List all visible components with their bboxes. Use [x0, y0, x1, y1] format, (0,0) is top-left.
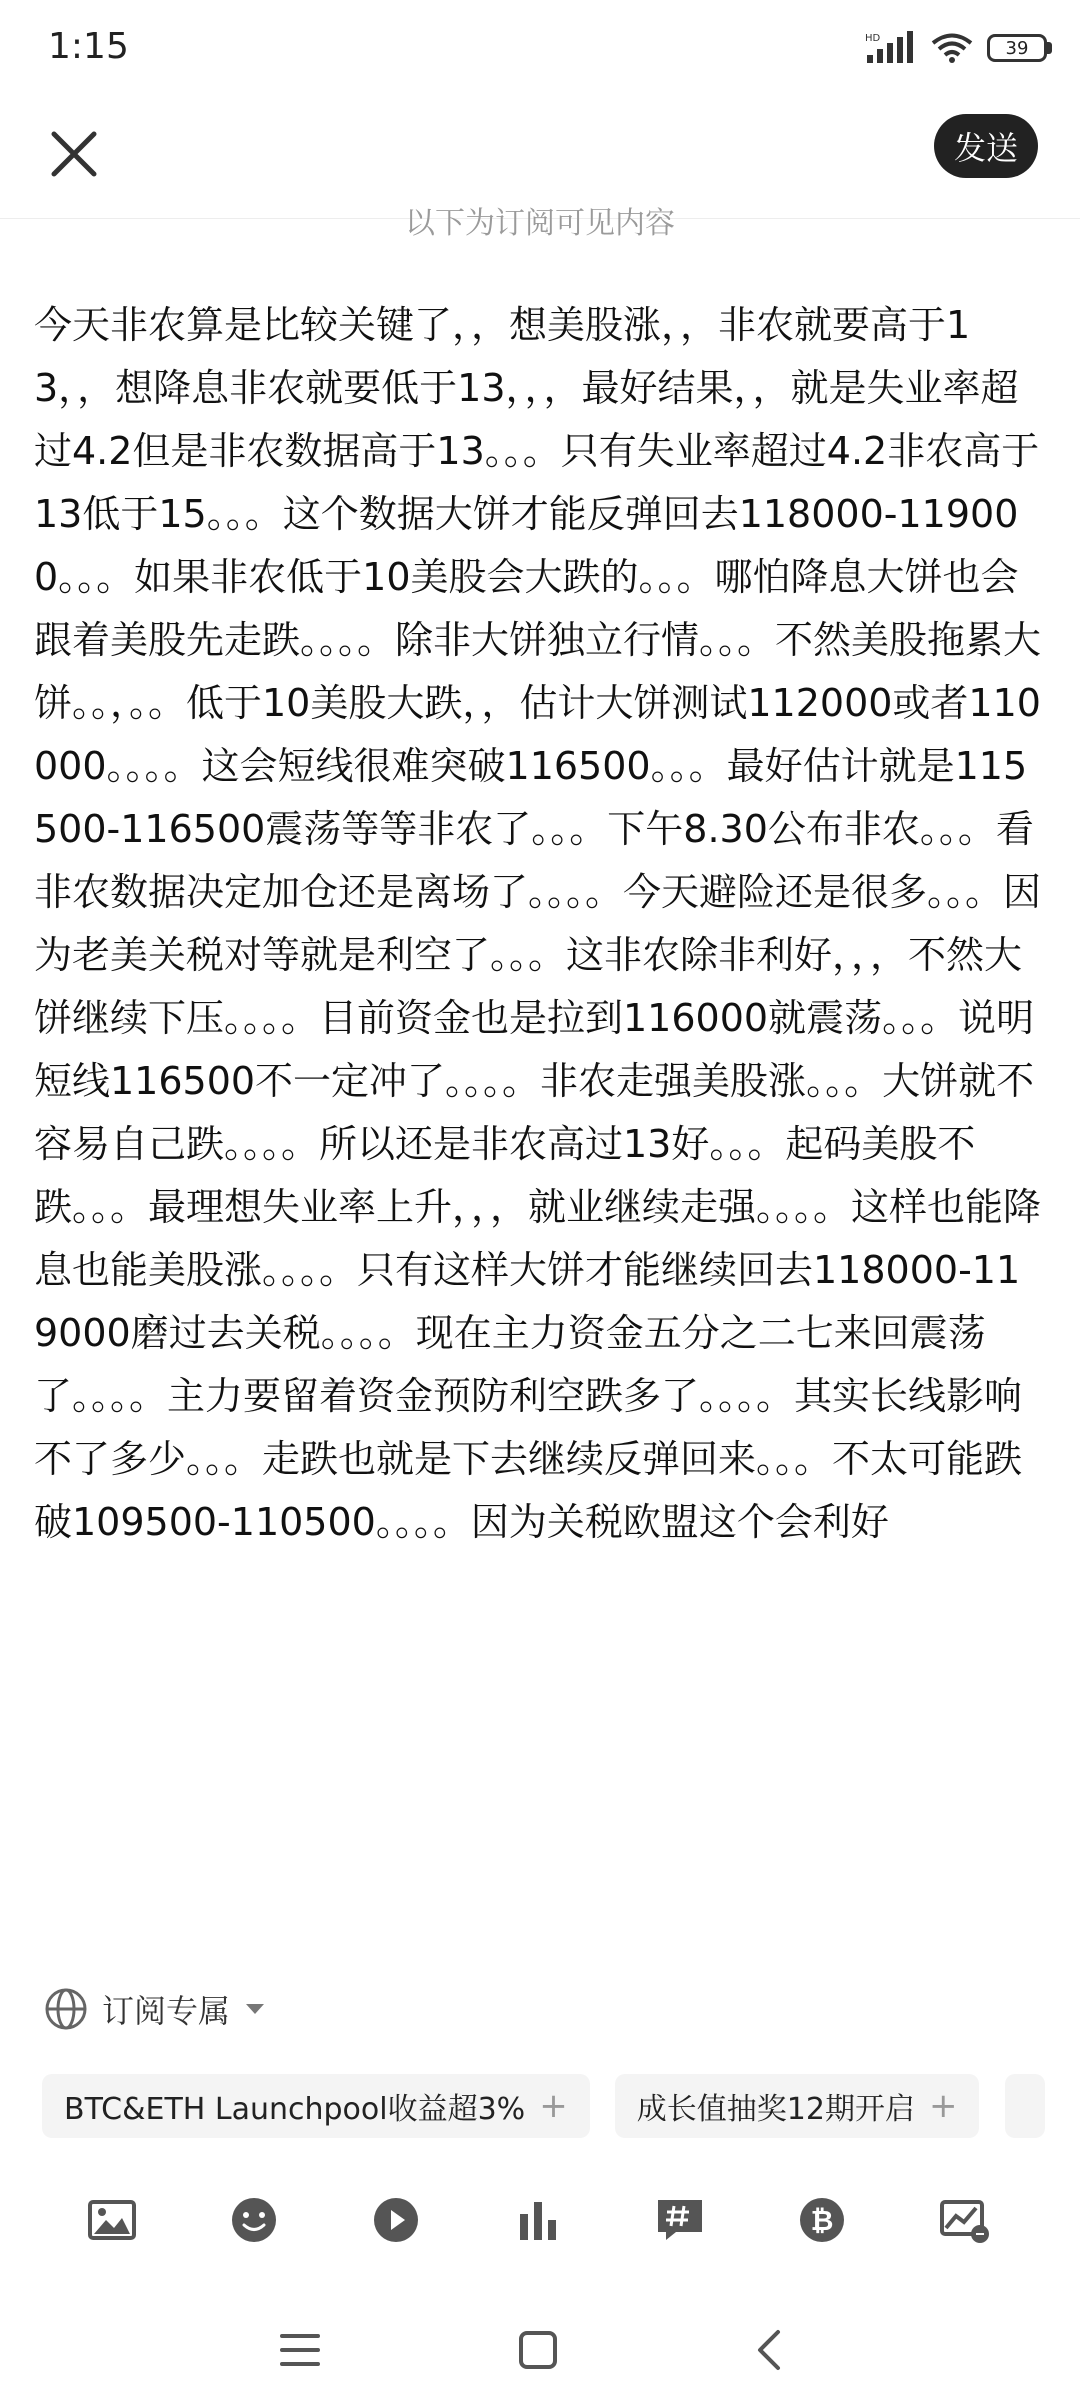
status-icons [865, 28, 1052, 68]
menu-icon[interactable] [270, 2320, 330, 2380]
send-button[interactable]: 发送 [934, 114, 1038, 178]
emoji-icon[interactable] [226, 2192, 282, 2248]
wifi-icon [931, 32, 973, 64]
status-bar [0, 0, 1080, 100]
back-icon[interactable] [740, 2320, 800, 2380]
battery-level: 39 [987, 34, 1047, 62]
status-time: 1:15 [48, 26, 129, 67]
post-body-text[interactable]: 今天非农算是比较关键了，，想美股涨，，非农就要高于13，，想降息非农就要低于13，，，最好结果，，就是失业率超过4.2但是非农数据高于13。。。只有失业率超过4.2非农高于13低于15。。。这个数据大饼才能反弹回去118000-119000。。。如果非农低于10美股会大跌的。。。哪怕降息大饼也会跟着美股先走跌。。。。除非大饼独立行情。。。不然美股拖累大饼。。，。。低于10美股大跌，，估计大饼测试112000或者110000。。。。这会短线很难突破116500。。。最好估计就是115500-116500震荡等等非农了。。。下午8.30公布非农。。。看非农数据决定加仓还是离场了。。。。今天避险还是很多。。。因为老美关税对等就是利空了。。。这非农除非利好，，，不然大饼继续下压。。。。目前资金也是拉到116000就震荡。。。说明短线116500不一定冲了。。。。非农走强美股涨。。。大饼就不容易自己跌。。。。所以还是非农高过13好。。。起码美股不跌。。。最理想失业率上升，，，就业继续走强。。。。这样也能降息也能美股涨。。。。只有这样大饼才能继续回去118000-119000磨过去关税。。。。现在主力资金五分之二七来回震荡了。。。。主力要留着资金预防利空跌多了。。。。其实长线影响不了多少。。。走跌也就是下去继续反弹回来。。。不太可能跌破109500-110500。。。。因为关税欧盟这个会利好 [34, 303, 1042, 1544]
svg-text:HD: HD [865, 33, 881, 44]
system-nav-bar [0, 2300, 1080, 2400]
subscriber-only-hint: 以下为订阅可见内容 [405, 206, 675, 241]
image-icon[interactable] [84, 2192, 140, 2248]
video-icon[interactable] [368, 2192, 424, 2248]
subscription-label: 订阅专属 [102, 1992, 231, 2030]
subscription-selector[interactable] [44, 1984, 266, 2034]
add-icon: + [928, 2086, 958, 2126]
topic-chip-label: BTC&ETH Launchpool收益超3% [64, 2092, 526, 2127]
composer-toolbar [0, 2180, 1080, 2260]
topic-tags [42, 2074, 1080, 2138]
globe-icon [44, 1987, 88, 2031]
home-icon[interactable] [508, 2320, 568, 2380]
topic-chip-label: 成长值抽奖12期开启 [636, 2092, 915, 2127]
trend-chart-icon[interactable] [936, 2192, 992, 2248]
topic-chip[interactable] [42, 2074, 590, 2138]
topic-chip[interactable] [1005, 2074, 1045, 2138]
close-icon[interactable] [46, 126, 102, 182]
hashtag-icon[interactable] [652, 2192, 708, 2248]
battery-icon [987, 34, 1052, 62]
hd-signal-icon [865, 31, 917, 65]
bitcoin-icon[interactable] [794, 2192, 850, 2248]
topic-chip[interactable] [615, 2074, 980, 2138]
caret-down-icon [244, 2002, 266, 2016]
chart-icon[interactable] [510, 2192, 566, 2248]
add-icon: + [539, 2086, 568, 2126]
svg-text:₿: ₿ [810, 2204, 834, 2237]
